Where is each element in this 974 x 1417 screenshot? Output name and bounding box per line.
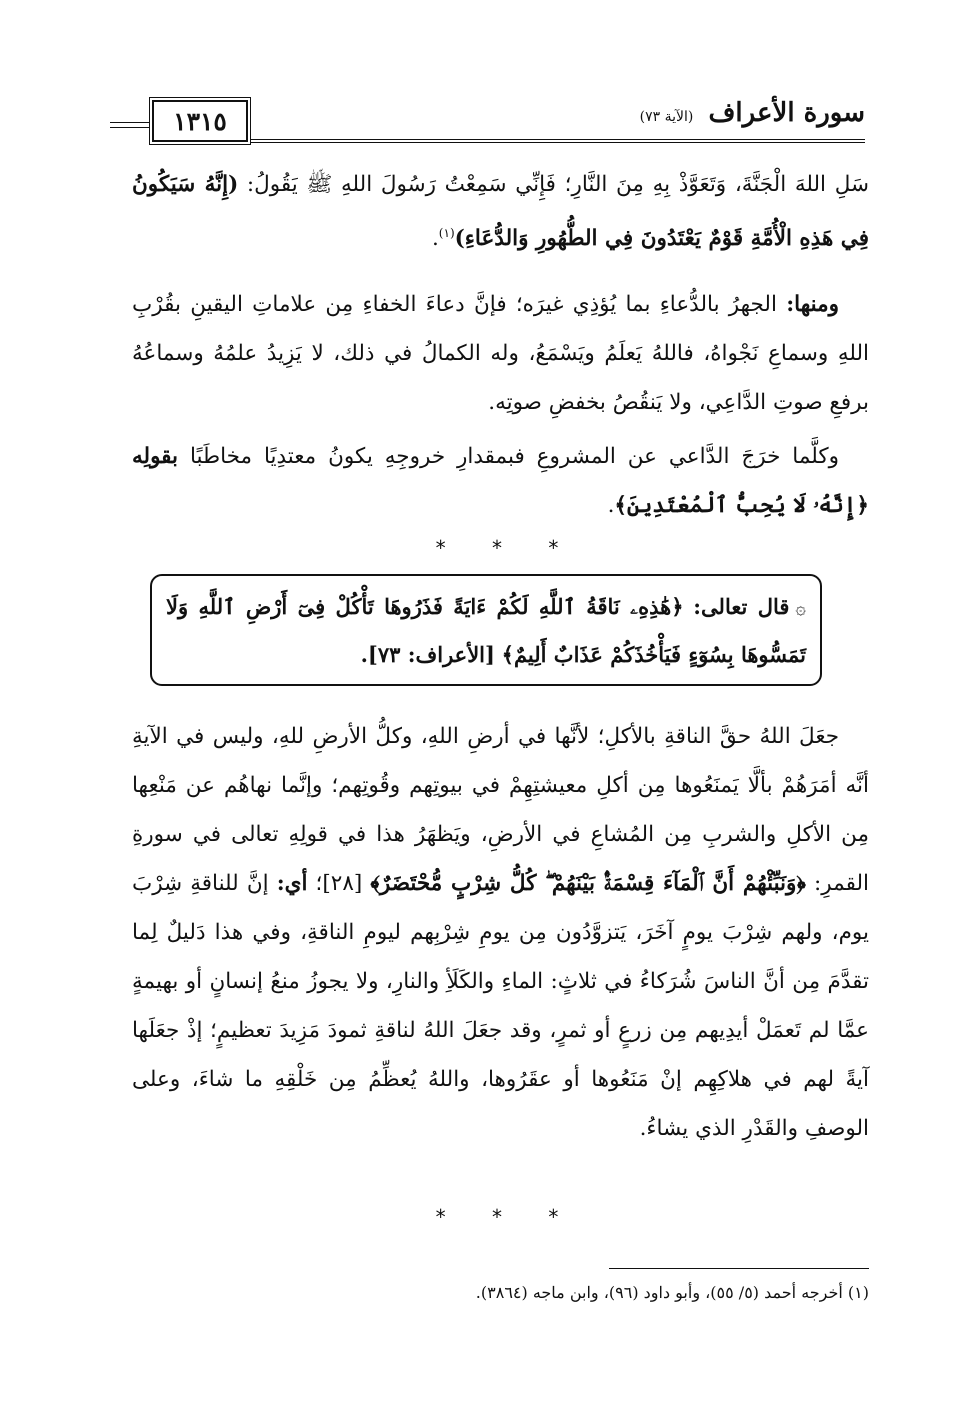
paragraph-4-text-1: جعَلَ اللهُ حقَّ الناقةِ بالأكلِ؛ لأنَّها في أرضِ اللهِ، وكلُّ الأرضِ للهِ، وليس في الآيةِ أنَّه أمَرَهُمْ بألَّا يَمنَعُوها مِن أكلِ معيشتِهِمْ في بيوتِهم وقُوتِهم؛ وإنَّما نهاهُم عن مَنْعِها مِن الأكلِ والشربِ مِن المُشاعِ في الأرضِ، ويَظهَرُ هذا في قولِهِ تعالى في سورةِ القمرِ: <box>132 724 869 896</box>
verse-citation: [الأعراف: ٧٣]. <box>360 642 495 667</box>
paragraph-1-text: سَلِ اللهَ الْجَنَّةَ، وَتَعَوَّذْ بِهِ مِنَ النَّارِ؛ فَإِنِّي سَمِعْتُ رَسُولَ اللهِ ﷺ يَقُولُ: <box>238 172 869 197</box>
paragraph-3 <box>132 432 869 530</box>
footnote-text: (١) أخرجه أحمد (٥/ ٥٥)، وأبو داود (٩٦)، وابن ماجه (٣٨٦٤). <box>475 1283 869 1302</box>
quran-quote-qamar: ﴿وَنَبِّئْهُمْ أَنَّ ٱلْمَآءَ قِسْمَةٌۢ بَيْنَهُمْ ۖ كُلُّ شِرْبٍ مُّحْتَضَرٌ﴾ <box>370 871 806 896</box>
paragraph-1 <box>132 160 869 263</box>
surah-title: سورة الأعراف <box>708 98 865 128</box>
footnote-rule <box>609 1268 869 1269</box>
verse-marker-icon: ۞ <box>795 598 806 619</box>
verse-intro: قال تعالى: <box>693 594 790 619</box>
page-number: ١٣١٥ <box>173 106 227 136</box>
header-rule <box>250 139 865 140</box>
verse-quran-text: ﴿هَٰذِهِۦ نَاقَةُ ٱللَّهِ لَكُمْ ءَايَةً فَذَرُوهَا تَأْكُلْ فِىٓ أَرْضِ ٱللَّهِ وَلَا تَمَسُّوهَا بِسُوٓءٍ فَيَأْخُذَكُمْ عَذَابٌ أَلِيمٌ﴾ <box>166 594 806 667</box>
section-separator: * * * <box>435 536 579 560</box>
paragraph-2 <box>132 280 869 427</box>
page-header <box>110 96 865 146</box>
paragraph-4 <box>132 712 869 1153</box>
footnote <box>132 1278 869 1308</box>
paragraph-4-label: أي: <box>276 871 308 896</box>
header-rule-thin <box>250 142 865 143</box>
paragraph-3-label: بقولِه <box>132 444 179 469</box>
page-number-box <box>152 100 248 142</box>
quran-quote: ﴿إِنَّهُۥ لَا يُحِبُّ ٱلْمُعْتَدِينَ﴾ <box>614 493 869 518</box>
paragraph-2-text: الجهرُ بالدُّعاءِ بما يُؤذِي غيرَه؛ فإنَّ دعاءَ الخفاءِ مِن علاماتِ اليقينِ بقُرْبِ اللهِ وسماعِ نَجْواهُ، فاللهُ يَعلَمُ ويَسْمَعُ، وله الكمالُ في ذلك، لا يَزِيدُ علمُهُ وسماعُهُ برفعِ صوتِ الدَّاعِي، ولا يَنقُصُ بخفضِ صوتِه. <box>132 292 869 415</box>
section-separator-2: * * * <box>435 1205 579 1229</box>
paragraph-3-end: . <box>607 493 615 518</box>
header-rule-left-thin <box>110 127 150 128</box>
verse-reference: (الآية ٧٣) <box>639 109 694 125</box>
paragraph-3-text: وكلَّما خرَجَ الدَّاعي عن المشروعِ فبمقدارِ خروجِهِ يكونُ معتدِيًا مخاطَبًا <box>178 444 839 469</box>
verse-box <box>150 574 822 686</box>
qamar-citation: [٢٨]؛ <box>307 871 371 896</box>
paragraph-4-text-2: إنَّ للناقةِ شِرْبَ يوم، ولهم شِرْبَ يومٍ آخَرَ، يَتزوَّدُون مِن يومِ شِرْبِهم ليومِ الناقةِ، وفي هذا دَليلٌ لِما تقدَّمَ مِن أنَّ الناسَ شُرَكاءُ في ثلاثٍ: الماءِ والكَلَأِ والنارِ، ولا يجوزُ منعُ إنسانٍ أو بهيمةٍ عمَّا لم تَعمَلْ أيدِيهم مِن زرعٍ أو ثمرٍ، وقد جعَلَ اللهُ لناقةِ ثمودَ مَزِيدَ تعظيمٍ؛ إذْ جعَلَها آيةً لهم في هلاكِهِم إنْ مَنَعُوها أو عقَرُوها، واللهُ يُعظِّمُ مِن خَلْقِهِ ما شاءَ، وعلى الوصفِ والقَدْرِ الذي يشاءُ. <box>132 871 869 1141</box>
running-title <box>640 98 865 128</box>
paragraph-2-label: ومنها: <box>786 292 839 317</box>
header-rule-left <box>110 122 150 123</box>
paragraph-1-end: . <box>431 226 439 252</box>
hadith-quote: (إِنَّهُ سَيَكُونُ فِي هَذِهِ الْأُمَّةِ قَوْمٌ يَعْتَدُونَ فِي الطُّهُورِ وَالدُّعَاءِ) <box>132 172 869 252</box>
footnote-marker[interactable]: (١) <box>438 226 455 240</box>
